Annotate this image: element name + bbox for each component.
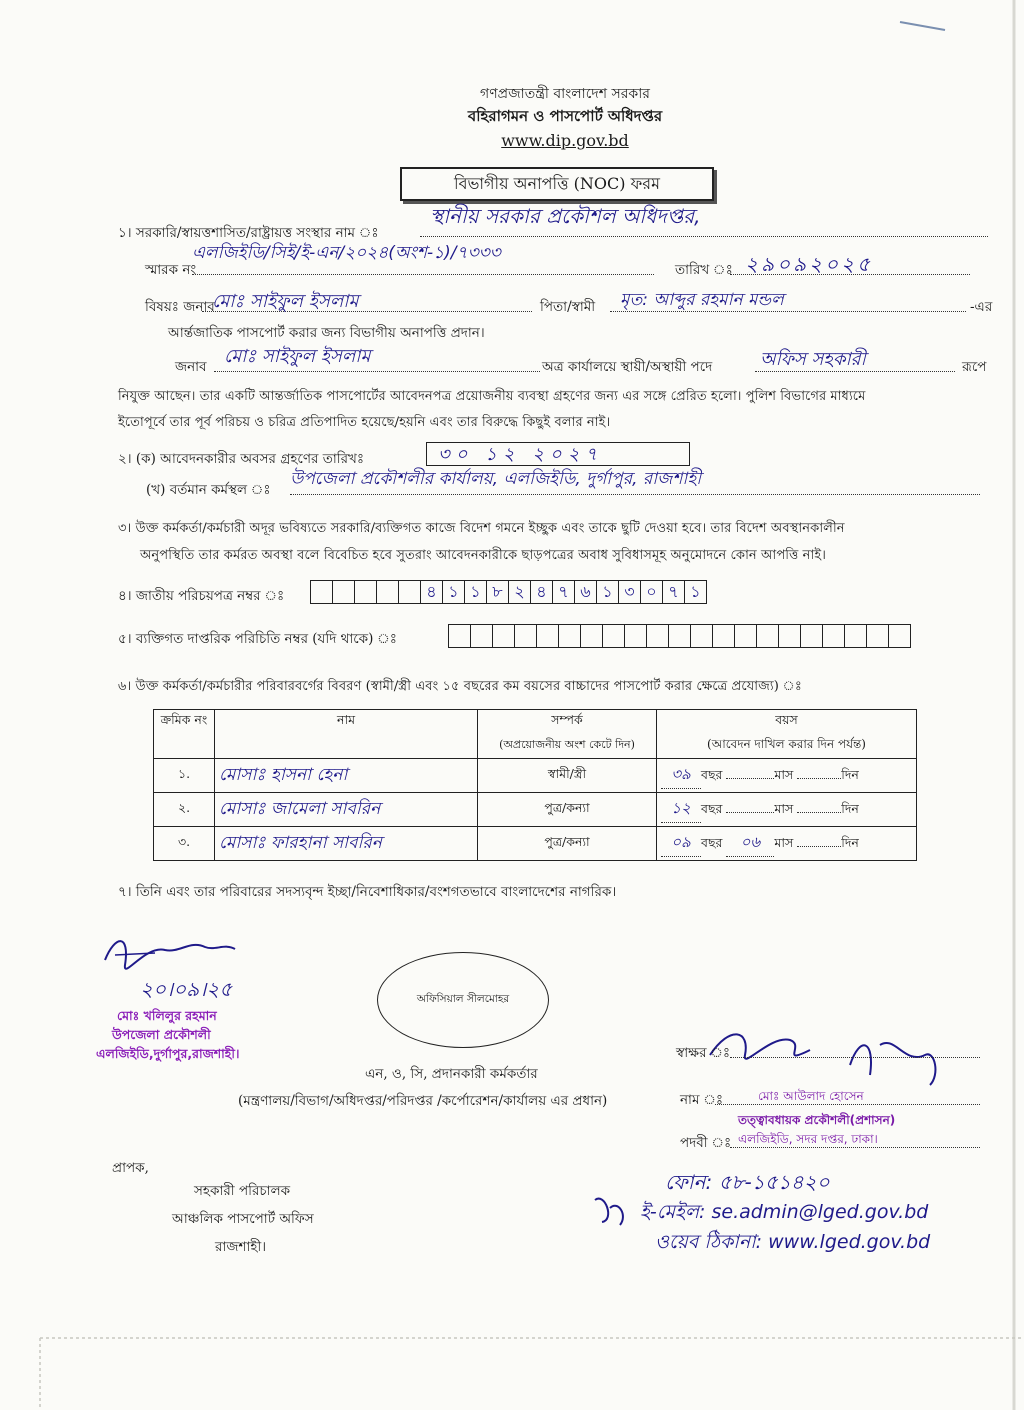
pin-digit-box	[515, 625, 537, 647]
name-label: নাম ঃ	[680, 1092, 724, 1108]
pin-digit-box	[889, 625, 910, 647]
post-suffix: রূপে	[962, 359, 987, 375]
post-label: অত্র কার্যালয়ে স্থায়ী/অস্থায়ী পদে	[542, 359, 713, 375]
right-signature	[690, 1005, 960, 1095]
pin-label: ৫। ব্যক্তিগত দাপ্তরিক পরিচিতি নম্বর (যদি থাকে) ঃ	[118, 631, 397, 647]
pin-digit-box	[449, 625, 471, 647]
date-label: তারিখ ঃ	[675, 262, 733, 278]
official-seal: অফিসিয়াল সীলমোহর	[377, 952, 549, 1048]
left-stamp-office: এলজিইডি,দুর্গাপুর,রাজশাহী।	[96, 1046, 240, 1061]
date-value: ২৯০৯২০২৫	[745, 252, 873, 276]
row-age: ৩৯ বছর মাস দিন	[657, 759, 917, 793]
table-row	[154, 759, 917, 793]
sec3-line1: ৩। উক্ত কর্মকর্তা/কর্মচারী অদূর ভবিষ্যতে সরকারি/ব্যক্তিগত কাজে বিদেশ গমনে ইচ্ছুক এবং তাকে ছুটি দেওয়া হবে। তার বিদেশ অবস্থানকালীন	[118, 521, 845, 536]
form-title: বিভাগীয় অনাপত্তি (NOC) ফরম	[400, 167, 714, 201]
contact-email: ই-মেইল: se.admin@lged.gov.bd	[640, 1201, 929, 1223]
col-serial: ক্রমিক নং	[154, 710, 215, 759]
mr-label: জনাব	[175, 359, 207, 375]
row-name: মোসাঃ জামেলা সাবরিন	[215, 793, 478, 827]
father-value: মৃত: আব্দুর রহমান মন্ডল	[620, 290, 784, 310]
row-name: মোসাঃ ফারহানা সাবরিন	[215, 827, 478, 861]
col-age: বয়স (আবেদন দাখিল করার দিন পর্যন্ত)	[657, 710, 917, 759]
recipient-line2: সহকারী পরিচালক	[194, 1183, 291, 1199]
pin-digit-box	[801, 625, 823, 647]
signer-title: তত্ত্বাবধায়ক প্রকৌশলী(প্রশাসন)	[738, 1113, 896, 1127]
subject-line2: আর্ন্তজাতিক পাসপোর্ট করার জন্য বিভাগীয় অনাপত্তি প্রদান।	[168, 325, 485, 341]
row-serial: ২.	[154, 793, 215, 827]
nid-label: ৪। জাতীয় পরিচয়পত্র নম্বর ঃ	[118, 588, 285, 604]
family-label: ৬। উক্ত কর্মকর্তা/কর্মচারীর পরিবারবর্গের বিবরণ (স্বামী/স্ত্রী এবং ১৫ বছরের কম বয়সের বাচ্চাদের পাসপোর্ট করার ক্ষেত্রে প্রযোজ্য) ঃ	[118, 679, 802, 694]
pin-digit-box	[691, 625, 713, 647]
recipient-label: প্রাপক,	[112, 1160, 149, 1176]
contact-phone: ফোন: ৫৮-১৫১৪২০	[665, 1170, 830, 1194]
post-label-right: পদবী ঃ	[680, 1135, 732, 1151]
header-website: www.dip.gov.bd	[501, 131, 629, 150]
signer-name: মোঃ আউলাদ হোসেন	[758, 1089, 864, 1103]
nid-digit-box: ০	[641, 581, 663, 603]
nid-digit-box: ১	[597, 581, 619, 603]
pin-digit-box	[625, 625, 647, 647]
row-relation: পুত্র/কন্যা	[478, 827, 657, 861]
table-row	[154, 793, 917, 827]
nid-digit-box	[377, 581, 399, 603]
left-stamp-name: মোঃ খলিলুর রহমান	[117, 1008, 217, 1023]
nid-digit-box: ৩	[619, 581, 641, 603]
pin-digit-box	[867, 625, 889, 647]
col-name: নাম	[215, 710, 478, 759]
issuer-line1: এন, ও, সি, প্রদানকারী কর্মকর্তার	[365, 1066, 538, 1082]
pin-digit-box	[757, 625, 779, 647]
pin-digit-box	[823, 625, 845, 647]
header-government: গণপ্রজাতন্ত্রী বাংলাদেশ সরকার	[480, 86, 650, 102]
row-relation: স্বামী/স্ত্রী	[478, 759, 657, 793]
memo-value: এলজিইডি/সিই/ই-এন/২০২৪(অংশ-১)/৭৩৩৩	[192, 243, 501, 263]
para1: নিযুক্ত আছেন। তার একটি আন্তর্জাতিক পাসপোর্টের আবেদনপত্র প্রয়োজনীয় ব্যবস্থা গ্রহণের জন্য এর সঙ্গে প্রেরিত হলো। পুলিশ বিভাগের মাধ্যমে	[118, 389, 866, 404]
recipient-line3: আঞ্চলিক পাসপোর্ট অফিস	[172, 1211, 314, 1227]
signer-post: এলজিইডি, সদর দপ্তর, ঢাকা।	[738, 1132, 878, 1146]
org-label: ১। সরকারি/স্বায়ত্তশাসিত/রাষ্ট্রায়ত্ত সংস্থার নাম ঃ	[118, 225, 379, 241]
table-row	[154, 827, 917, 861]
nid-digit-box	[399, 581, 421, 603]
pin-digit-box	[493, 625, 515, 647]
pin-digit-box	[779, 625, 801, 647]
para2: ইতোপূর্বে তার পূর্ব পরিচয় ও চরিত্র প্রতিপাদিত হয়েছে/হয়নি এবং তার বিরুদ্ধে কিছুই বলার নাই।	[118, 415, 611, 430]
subject-label: বিষয়ঃ জনাব	[145, 299, 215, 315]
pin-digit-box	[669, 625, 691, 647]
pin-digit-box	[603, 625, 625, 647]
org-value: স্থানীয় সরকার প্রকৌশল অধিদপ্তর,	[430, 204, 701, 228]
header-department: বহিরাগমন ও পাসপোর্ট অধিদপ্তর	[467, 107, 663, 125]
pin-digit-box	[647, 625, 669, 647]
father-suffix: -এর	[970, 299, 993, 315]
nid-digit-box: ৮	[487, 581, 509, 603]
pin-digit-box	[581, 625, 603, 647]
pin-digit-box	[845, 625, 867, 647]
pin-digit-box	[713, 625, 735, 647]
retire-value: ৩০ ১২ ২০২৭	[438, 444, 604, 465]
row-relation: পুত্র/কন্যা	[478, 793, 657, 827]
memo-line	[192, 274, 654, 275]
citizenship-text: ৭। তিনি এবং তার পরিবারের সদস্যবৃন্দ ইচ্ছা/নিবেশাধিকার/বংশগতভাবে বাংলাদেশের নাগরিক।	[118, 884, 617, 900]
left-stamp-title: উপজেলা প্রকৌশলী	[112, 1027, 211, 1042]
issuer-line2: (মন্ত্রণালয়/বিভাগ/অধিদপ্তর/পরিদপ্তর /কর্পোরেশন/কার্যালয় এর প্রধান)	[238, 1093, 608, 1109]
nid-digit-box: ৪	[421, 581, 443, 603]
work-label: (খ) বর্তমান কর্মস্থল ঃ	[146, 482, 271, 498]
pin-boxes	[448, 624, 911, 648]
subject-name: মোঃ সাইফুল ইসলাম	[212, 291, 359, 312]
nid-digit-box: ১	[465, 581, 487, 603]
father-label: পিতা/স্বামী	[540, 299, 596, 315]
nid-digit-box: ৭	[553, 581, 575, 603]
family-table	[153, 709, 917, 861]
nid-boxes	[310, 580, 707, 604]
left-sign-date: ২০।০৯।২৫	[140, 977, 233, 1001]
post-value: অফিস সহকারী	[760, 349, 866, 370]
nid-digit-box: ৭	[663, 581, 685, 603]
work-line	[290, 494, 980, 495]
contact-web: ওয়েব ঠিকানা: www.lged.gov.bd	[655, 1231, 931, 1253]
mr-value: মোঃ সাইফুল ইসলাম	[224, 346, 371, 367]
row-name: মোসাঃ হাসনা হেনা	[215, 759, 478, 793]
retire-label: ২। (ক) আবেদনকারীর অবসর গ্রহণের তারিখঃ	[118, 451, 365, 467]
recipient-line4: রাজশাহী।	[215, 1239, 267, 1255]
sec3-line2: অনুপস্থিতি তার কর্মরত অবস্থা বলে বিবেচিত হবে সুতরাং আবেদনকারীকে ছাড়পত্রের অবাধ সুবিধাসমূহ অনুমোদনে কোন আপত্তি নাই।	[140, 548, 826, 563]
nid-digit-box	[333, 581, 355, 603]
pin-digit-box	[735, 625, 757, 647]
pin-digit-box	[559, 625, 581, 647]
nid-digit-box: ৬	[575, 581, 597, 603]
row-age: ০৯ বছর ০৬ মাস দিন	[657, 827, 917, 861]
nid-digit-box: ৪	[531, 581, 553, 603]
row-serial: ১.	[154, 759, 215, 793]
nid-digit-box	[355, 581, 377, 603]
col-relation: সম্পর্ক (অপ্রয়োজনীয় অংশ কেটে দিন)	[478, 710, 657, 759]
row-age: ১২ বছর মাস দিন	[657, 793, 917, 827]
pin-digit-box	[537, 625, 559, 647]
forward-mark-icon	[590, 1190, 635, 1230]
nid-digit-box	[311, 581, 333, 603]
nid-digit-box: ২	[509, 581, 531, 603]
nid-digit-box: ১	[690, 582, 701, 601]
sign-line	[730, 1057, 980, 1058]
nid-digit-box: ১	[443, 581, 465, 603]
work-value: উপজেলা প্রকৌশলীর কার্যালয়, এলজিইডি, দুর্গাপুর, রাজশাহী	[290, 469, 702, 489]
pin-digit-box	[471, 625, 493, 647]
org-line	[420, 236, 988, 237]
row-serial: ৩.	[154, 827, 215, 861]
sign-label: স্বাক্ষর ঃ	[676, 1045, 731, 1061]
memo-label: স্মারক নং	[145, 262, 197, 278]
